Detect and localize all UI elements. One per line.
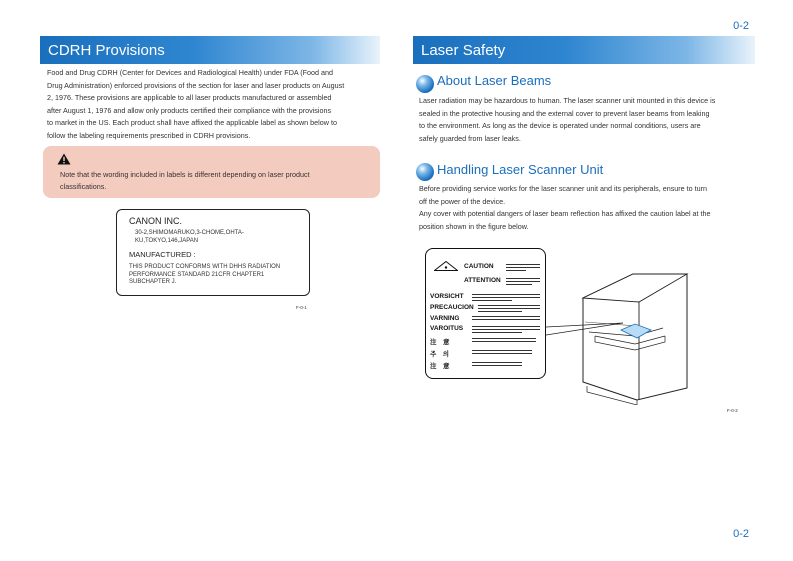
cdrh-line: Food and Drug CDRH (Center for Devices and Radiological Health) under FDA (Food and [47,68,334,77]
caution-row [430,293,543,303]
note-line: classifications. [60,182,107,191]
handling-line: Any cover with potential dangers of laser beam reflection has affixed the caution label at the [419,209,711,218]
cdrh-line: Drug Administration) enforced provisions of the section for laser and laser products on August [47,80,345,90]
figure-id-1: F-0-1 [296,305,307,310]
cdrh-line: to market in the US. Each product shall have affixed the applicable label as shown below to [47,118,337,127]
handling-line: off the power of the device. [419,196,506,206]
about-line: to the environment. As long as the device is operated under normal conditions, users are [419,121,701,130]
callout-lines [546,322,624,336]
about-laser-heading: About Laser Beams [437,73,552,88]
about-line: safely guarded from laser leaks. [419,133,521,143]
about-paragraph [419,95,759,145]
caution-word: ATTENTION [464,277,501,284]
caution-word: CAUTION [464,263,494,270]
caution-row [430,263,543,273]
warning-icon [57,153,71,165]
bullet-ball-icon [416,75,434,93]
caution-row [430,361,543,371]
figure-id-2: F-0-2 [727,408,738,413]
caution-word: 注 意 [430,339,450,346]
label-address: 30-2,SHIMOMARUKO,3-CHOME,OHTA-KU,TOKYO,146,JAPAN [135,230,244,244]
cdrh-line: after August 1, 1976 and allow only products certified their compliance with the provisions [47,105,332,115]
note-text [60,169,360,193]
caution-label-figure [425,248,546,379]
page-number-top: 0-2 [733,20,749,32]
note-box [43,146,380,198]
label-company: CANON INC. [129,216,183,226]
about-line: Laser radiation may be hazardous to human. The laser scanner unit mounted in this device is [419,96,716,105]
handling-line: position shown in the figure below. [419,221,529,231]
caution-word: VORSICHT [430,293,464,300]
label-conformance: THIS PRODUCT CONFORMS WITH DHHS RADIATION PERFORMANCE STANDARD 21CFR CHAPTER1 SUBCHAPTER J. [129,264,281,285]
caution-word: VAROITUS [430,325,464,332]
cdrh-paragraph [47,67,382,142]
caution-row [430,315,543,325]
caution-word: PRECAUCION [430,304,474,311]
handling-line: Before providing service works for the laser scanner unit and its peripherals, ensure to turn [419,184,708,193]
handling-paragraph [419,183,759,233]
caution-word: 주 의 [430,351,450,358]
caution-row [430,337,543,347]
caution-row [430,304,543,314]
cdrh-label-figure [116,209,310,296]
handling-heading: Handling Laser Scanner Unit [437,162,604,177]
note-line: Note that the wording included in labels is different depending on laser product [60,170,310,179]
caution-word: VARNING [430,315,460,322]
caution-row [430,325,543,335]
bullet-ball-icon [416,163,434,181]
caution-word: 注 意 [430,363,450,370]
caution-row [430,349,543,359]
caution-row [430,277,543,287]
label-manufactured: MANUFACTURED : [129,250,196,259]
section-title-laser-safety: Laser Safety [413,36,755,64]
cdrh-line: 2, 1976. These provisions are applicable to all laser products manufactured or assembled [47,93,332,102]
section-title-cdrh: CDRH Provisions [40,36,380,64]
about-line: sealed in the protective housing and the external cover to prevent laser beams from leaking [419,108,710,118]
page-number-bottom: 0-2 [733,528,749,540]
cdrh-line: follow the labeling requirements prescribed in CDRH provisions. [47,130,251,140]
